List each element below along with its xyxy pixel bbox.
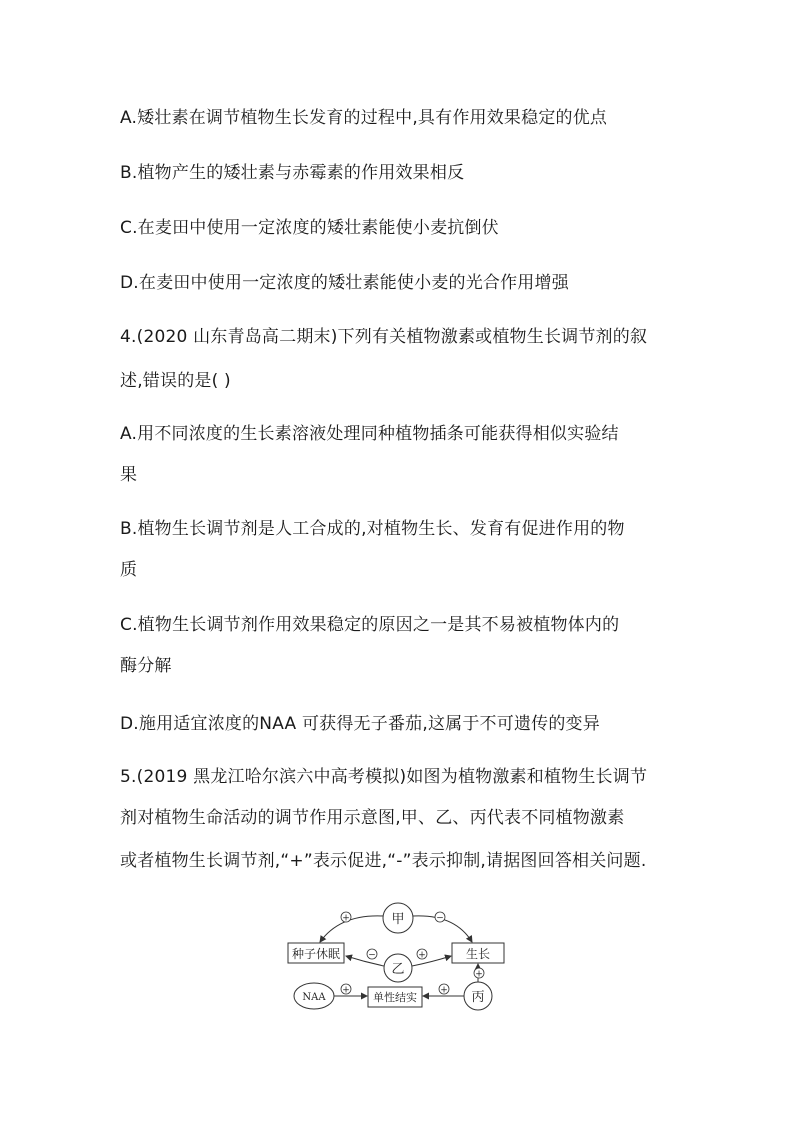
regulation-diagram [280,898,520,1016]
q4-option-b-line-2: 质 [120,560,138,580]
node-bing [464,982,492,1010]
node-jia-label: 甲 [391,912,405,927]
q4-option-a-line-2: 果 [120,465,138,485]
sign-jia-seed-plus [341,912,351,924]
q5-stem-line-1: 5.(2019 黑龙江哈尔滨六中高考模拟)如图为植物激素和植物生长调节 [120,767,648,787]
sign-bing-parthenocarpy-plus [439,984,449,996]
node-naa [294,983,334,1009]
q4-stem-line-2: 述,错误的是( ) [120,371,231,391]
arrow-jia-to-seed-dormancy [320,913,383,942]
q4-option-d: D.施用适宜浓度的NAA 可获得无子番茄,这属于不可遗传的变异 [120,714,600,734]
node-yi [384,954,412,982]
svg-text:+: + [342,985,350,996]
node-growth [452,943,504,963]
sign-yi-seed-minus [367,949,377,961]
node-parthenocarpy-label: 单性结实 [373,991,417,1004]
q3-option-c: C.在麦田中使用一定浓度的矮壮素能使小麦抗倒伏 [120,218,499,238]
node-seed-dormancy-label: 种子休眠 [291,947,341,961]
q4-option-c-line-2: 酶分解 [120,656,172,676]
q4-stem-line-1: 4.(2020 山东青岛高二期末)下列有关植物激素或植物生长调节剂的叙 [120,327,648,347]
node-seed-dormancy [288,943,344,963]
sign-yi-growth-plus [417,949,427,961]
node-naa-label: NAA [302,992,326,1003]
sign-naa-plus [341,984,351,996]
node-bing-label: 丙 [471,990,485,1005]
q4-option-b-line-1: B.植物生长调节剂是人工合成的,对植物生长、发育有促进作用的物 [120,519,625,539]
svg-text:+: + [475,969,483,980]
node-yi-label: 乙 [391,962,405,977]
q3-option-d: D.在麦田中使用一定浓度的矮壮素能使小麦的光合作用增强 [120,273,569,293]
node-growth-label: 生长 [465,947,491,961]
node-parthenocarpy [368,987,422,1007]
q4-option-a-line-1: A.用不同浓度的生长素溶液处理同种植物插条可能获得相似实验结 [120,424,619,444]
svg-text:+: + [342,913,350,924]
node-jia [383,903,413,933]
q3-option-a: A.矮壮素在调节植物生长发育的过程中,具有作用效果稳定的优点 [120,108,608,128]
svg-text:−: − [368,950,376,961]
sign-jia-growth-minus [435,912,445,924]
q3-option-b: B.植物产生的矮壮素与赤霉素的作用效果相反 [120,163,465,183]
q5-stem-line-2: 剂对植物生命活动的调节作用示意图,甲、乙、丙代表不同植物激素 [120,808,625,828]
arrow-yi-to-seed-dormancy [346,956,384,966]
svg-text:−: − [436,913,444,924]
svg-text:+: + [418,950,426,961]
svg-text:+: + [440,985,448,996]
q4-option-c-line-1: C.植物生长调节剂作用效果稳定的原因之一是其不易被植物体内的 [120,615,620,635]
q5-stem-line-3: 或者植物生长调节剂,“+”表示促进,“-”表示抑制,请据图回答相关问题. [120,851,647,871]
sign-bing-growth-plus [474,968,484,980]
